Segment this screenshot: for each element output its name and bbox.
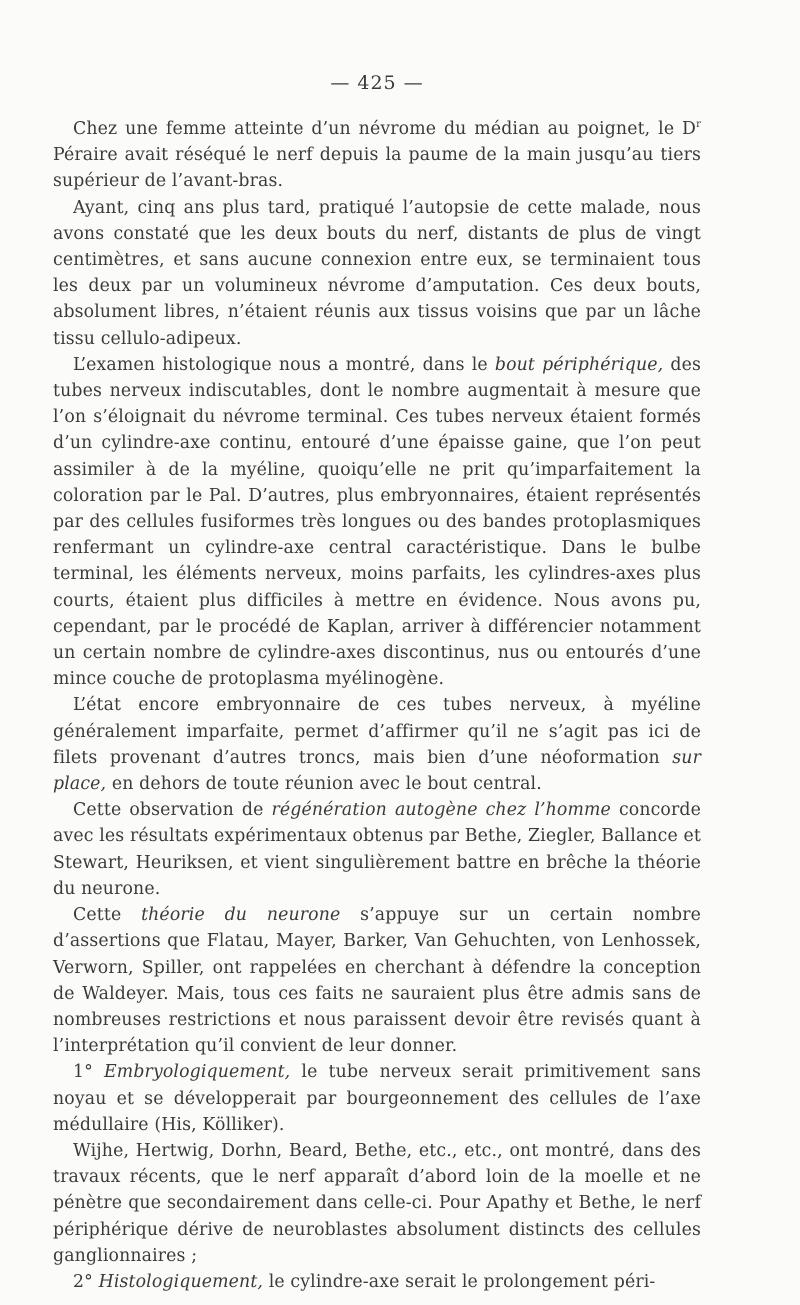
superscript: r [696,119,701,131]
italic-text: Embryologiquement, [104,1062,291,1083]
paragraph-p4 [53,692,701,797]
text-segment: des tubes nerveux indiscutables, dont le nombre augmentait à mesure que l’on s’éloignait du névrome terminal. Ces tubes nerveux étaient formés d’un cylindre-axe continu, entouré d’une épaisse gaine, que l’on peut assimiler à de la myéline, quoiqu’elle ne prit qu’imparfaitement la coloration par le Pal. D’autres, plus embryonnaires, étaient représentés par des cellules fusiformes très longues ou des bandes protoplasmiques renfermant un cylindre-axe central caractéristique. Dans le bulbe terminal, les éléments nerveux, moins parfaits, les cylindres-axes plus courts, étaient plus difficiles à mettre en évidence. Nous avons pu, cependant, par le procédé de Kaplan, arriver à différencier notamment un certain nombre de cylindre-axes discontinus, nus ou entourés d’une mince couche de protoplasma myélinogène. [53,354,701,690]
body-text [53,116,701,1295]
text-segment: s’appuye sur un certain nombre d’assertions que Flatau, Mayer, Barker, Van Gehuchten, von Lenhossek, Verworn, Spiller, ont rappelées en cherchant à défendre la conception de Waldeyer. Mais, tous ces faits ne sauraient plus être admis sans de nombreuses restrictions et nous paraissent devoir être revisés quant à l’interprétation qu’il convient de leur donner. [53,905,701,1057]
text-segment: Cette [73,905,142,926]
text-segment: le tube nerveux serait primitivement sans noyau et se développerait par bourgeonnement des cellules de l’axe médullaire (His, Kölliker). [53,1062,701,1135]
paragraph-p9 [53,1269,701,1295]
paragraph-p5 [53,797,701,902]
paragraph-p6 [53,902,701,1059]
text-segment: L’examen histologique nous a montré, dans le [73,354,495,375]
text-segment: 2° [73,1271,99,1292]
text-segment: Chez une femme atteinte d’un névrome du médian au poignet, le D [73,119,697,139]
paragraph-p2 [53,195,701,352]
page-number: — 425 — [330,72,424,94]
italic-text: régénération autogène chez l’homme [271,800,611,821]
text-segment: en dehors de toute réunion avec le bout central. [106,774,542,795]
document-page [53,72,701,1295]
italic-text: sur place, [53,747,701,795]
text-segment: 1° [73,1062,105,1083]
text-segment: L’état encore embryonnaire de ces tubes nerveux, à myéline généralement imparfaite, permet d’affirmer qu’il ne s’agit pas ici de filets provenant d’autres troncs, mais bien d’une néoformation [53,695,701,768]
italic-text: Histologiquement, [98,1271,264,1292]
italic-text: bout périphérique, [494,354,664,375]
paragraph-p7 [53,1059,701,1138]
italic-text: théorie du neurone [141,905,341,926]
text-segment: Wijhe, Hertwig, Dorhn, Beard, Bethe, etc., etc., ont montré, dans des travaux récents, que le nerf apparaît d’abord loin de la moelle et ne pénètre que secondairement dans celle-ci. Pour Apathy et Bethe, le nerf périphérique dérive de neuroblastes absolument distincts des cellules ganglionnaires ; [53,1140,701,1266]
text-segment: concorde avec les résultats expérimentaux obtenus par Bethe, Ziegler, Ballance et Stewart, Heuriksen, et vient singulièrement battre en brêche la théorie du neurone. [53,800,701,899]
text-segment: le cylindre-axe serait le prolongement péri- [263,1271,656,1292]
paragraph-p8 [53,1138,701,1269]
text-segment: Cette observation de [73,800,272,821]
paragraph-p3 [53,352,701,693]
paragraph-p1 [53,116,701,195]
text-segment: Ayant, cinq ans plus tard, pratiqué l’autopsie de cette malade, nous avons constaté que les deux bouts du nerf, distants de plus de vingt centimètres, et sans aucune connexion entre eux, se terminaient tous les deux par un volumineux névrome d’amputation. Ces deux bouts, absolument libres, n’étaient réunis aux tissus voisins que par un lâche tissu cellulo-adipeux. [53,197,701,349]
text-segment: Péraire avait réséqué le nerf depuis la paume de la main jusqu’au tiers supérieur de l’avant-bras. [53,145,701,192]
